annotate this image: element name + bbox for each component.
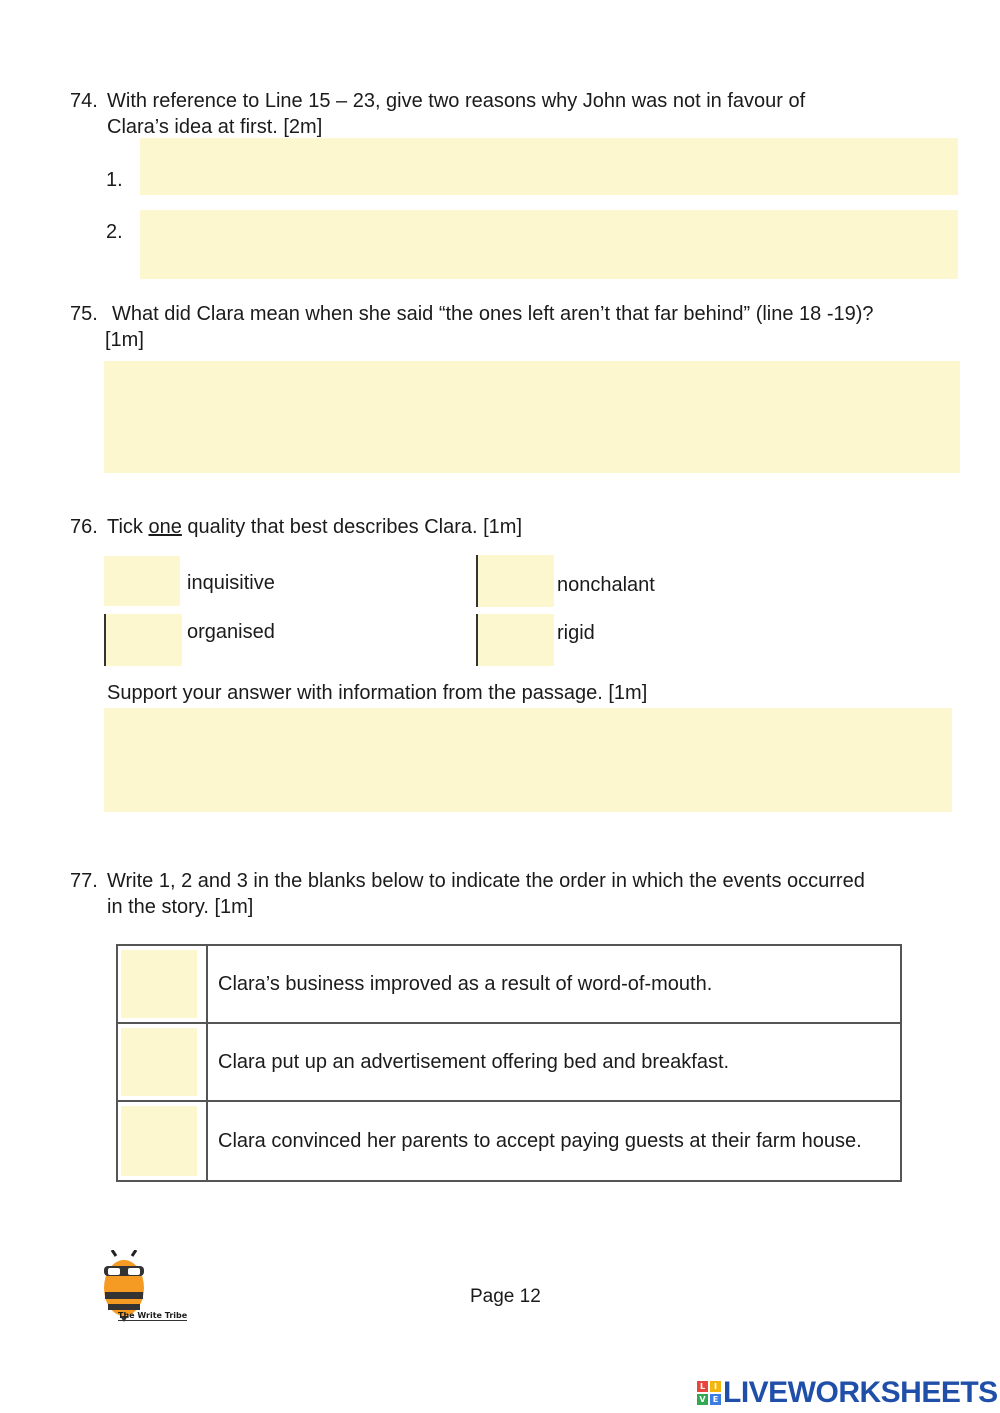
q74-number: 74. (70, 90, 98, 112)
brand-grid-l: L (697, 1381, 708, 1392)
q75-prompt-line2: [1m] (105, 329, 144, 351)
q77-blank-3[interactable] (121, 1106, 197, 1176)
q74-answer-1-field[interactable] (140, 138, 958, 195)
table-row (117, 1023, 901, 1101)
q75-number: 75. (70, 303, 98, 325)
q74-prompt-line1: With reference to Line 15 – 23, give two reasons why John was not in favour of (107, 90, 806, 112)
q77-blank-1[interactable] (121, 950, 197, 1018)
q77-event-2: Clara put up an advertisement offering bed and breakfast. (207, 1023, 901, 1101)
q76-tickbox-inquisitive[interactable] (104, 556, 180, 606)
q76-tickbox-nonchalant[interactable] (476, 555, 554, 607)
q77-order-table (116, 944, 902, 1182)
q76-option-nonchalant: nonchalant (557, 574, 655, 596)
liveworksheets-brand: LIVEWORKSHEETS (723, 1376, 998, 1409)
q76-prompt (107, 514, 522, 540)
q76-support-prompt: Support your answer with information from the passage. [1m] (107, 682, 648, 704)
q76-prompt-before: Tick (107, 516, 149, 538)
q74-item-2-label: 2. (106, 221, 123, 243)
q76-prompt-emphasis: one (148, 516, 182, 538)
q75-prompt-line1: What did Clara mean when she said “the ones left aren’t that far behind” (line 18 -19)? (112, 303, 874, 325)
table-row (117, 1101, 901, 1181)
q74-prompt-line2: Clara’s idea at first. [2m] (107, 116, 323, 138)
q76-tickbox-rigid[interactable] (476, 614, 554, 666)
q77-blank-2[interactable] (121, 1028, 197, 1096)
page-number: Page 12 (470, 1286, 541, 1307)
q76-support-answer-field[interactable] (104, 708, 952, 812)
brand-grid-e: E (710, 1394, 721, 1405)
q76-option-inquisitive: inquisitive (187, 572, 275, 594)
q76-option-organised: organised (187, 621, 275, 643)
q77-prompt-line1: Write 1, 2 and 3 in the blanks below to indicate the order in which the events occurred (107, 870, 865, 892)
q76-prompt-after: quality that best describes Clara. [1m] (181, 516, 523, 538)
table-row (117, 945, 901, 1023)
q74-item-1-label: 1. (106, 169, 123, 191)
liveworksheets-logo-icon (697, 1381, 721, 1405)
logo-caption: The Write Tribe (118, 1311, 188, 1320)
q76-number: 76. (70, 516, 98, 538)
q77-number: 77. (70, 870, 98, 892)
q77-event-1: Clara’s business improved as a result of word-of-mouth. (207, 945, 901, 1023)
q77-prompt-line2: in the story. [1m] (107, 896, 254, 918)
q74-answer-2-field[interactable] (140, 210, 958, 279)
q76-tickbox-organised[interactable] (104, 614, 182, 666)
q75-answer-field[interactable] (104, 361, 960, 473)
q76-option-rigid: rigid (557, 622, 595, 644)
write-tribe-logo (96, 1250, 208, 1326)
brand-grid-v: V (697, 1394, 708, 1405)
brand-grid-i: I (710, 1381, 721, 1392)
q77-event-3: Clara convinced her parents to accept paying guests at their farm house. (207, 1101, 901, 1181)
